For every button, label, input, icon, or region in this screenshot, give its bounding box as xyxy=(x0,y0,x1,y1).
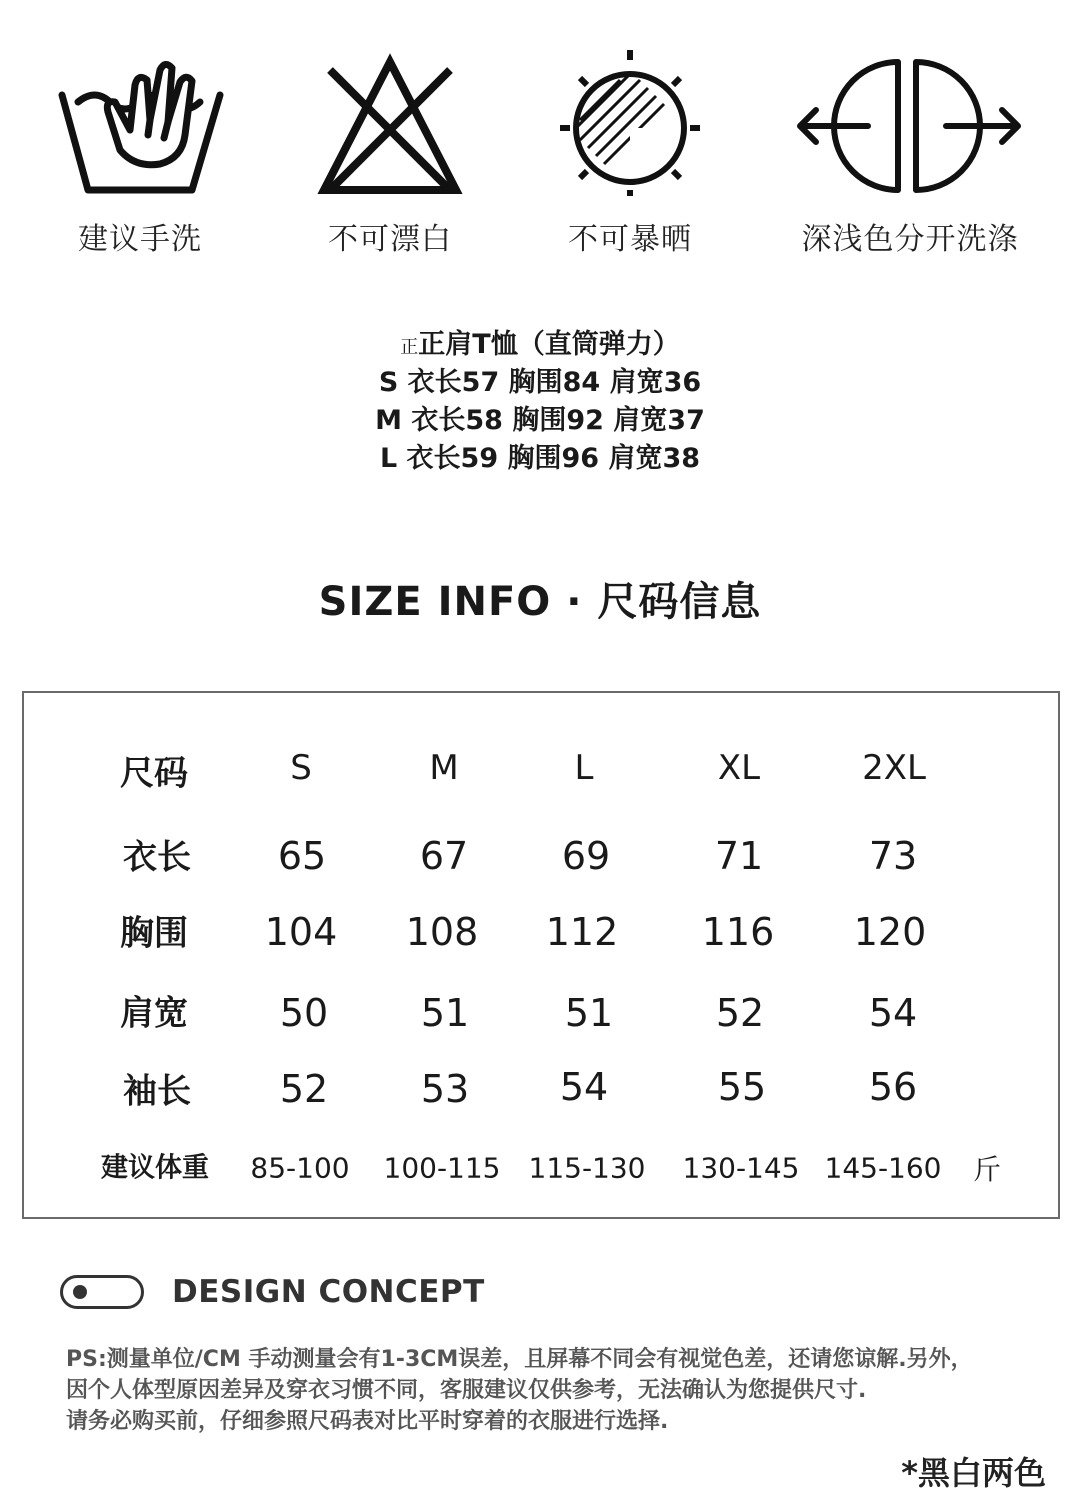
size-heading: SIZE INFO · 尺码信息 xyxy=(318,579,762,625)
table-row-label: 衣长 xyxy=(123,837,191,878)
toggle-switch xyxy=(60,1275,144,1309)
spec-title-prefix: 正 xyxy=(400,337,419,358)
care-item-no-bleach xyxy=(310,40,470,258)
table-cell: 108 xyxy=(405,910,479,954)
table-cell: 65 xyxy=(277,834,327,878)
table-cell: 116 xyxy=(701,910,775,954)
table-header-size: M xyxy=(429,748,459,788)
table-cell: 50 xyxy=(279,991,329,1035)
table-header-label: 尺码 xyxy=(120,753,188,794)
table-row-label: 胸围 xyxy=(120,913,188,954)
table-cell: 56 xyxy=(868,1065,918,1109)
care-label: 不可暴晒 xyxy=(568,222,692,257)
no-sun-icon xyxy=(550,40,710,200)
table-cell: 69 xyxy=(561,834,611,878)
toggle-knob xyxy=(73,1285,87,1299)
spec-line-m: M 衣长58 胸围92 肩宽37 xyxy=(375,405,705,436)
care-instructions xyxy=(0,40,1080,280)
care-label: 深浅色分开洗涤 xyxy=(801,222,1019,257)
table-row-label: 袖长 xyxy=(123,1071,191,1112)
care-item-hand-wash xyxy=(50,40,230,258)
care-item-separate-colors xyxy=(790,40,1030,258)
table-cell: 52 xyxy=(279,1067,329,1111)
weight-label: 建议体重 xyxy=(101,1152,209,1184)
table-cell: 53 xyxy=(420,1067,470,1111)
weight-cell: 85-100 xyxy=(250,1151,350,1185)
spec-line-l: L 衣长59 胸围96 肩宽38 xyxy=(379,443,701,474)
size-table xyxy=(22,691,1060,1219)
hand-wash-icon xyxy=(50,40,230,200)
weight-cell: 115-130 xyxy=(528,1151,646,1185)
table-header-size: S xyxy=(290,748,312,788)
table-cell: 54 xyxy=(559,1065,609,1109)
table-cell: 104 xyxy=(264,910,338,954)
weight-unit: 斤 xyxy=(972,1153,1002,1186)
care-label: 建议手洗 xyxy=(78,222,202,257)
table-row-label: 肩宽 xyxy=(120,993,188,1034)
table-cell: 52 xyxy=(715,991,765,1035)
table-cell: 73 xyxy=(868,834,918,878)
table-cell: 71 xyxy=(714,834,764,878)
colors-note: *黑白两色 xyxy=(901,1454,1046,1492)
table-cell: 120 xyxy=(853,910,927,954)
table-cell: 51 xyxy=(420,991,470,1035)
no-bleach-icon xyxy=(310,40,470,200)
spec-title-text: 正肩T恤（直筒弹力） xyxy=(418,329,680,360)
table-header-size: L xyxy=(574,748,594,788)
table-cell: 54 xyxy=(868,991,918,1035)
table-cell: 55 xyxy=(717,1065,767,1109)
note-line: 请务必购买前，仔细参照尺码表对比平时穿着的衣服进行选择. xyxy=(66,1409,669,1434)
weight-cell: 100-115 xyxy=(383,1151,501,1185)
care-label: 不可漂白 xyxy=(328,222,452,257)
table-header-size: 2XL xyxy=(862,748,926,788)
separate-colors-icon xyxy=(790,40,1030,200)
note-line: 因个人体型原因差异及穿衣习惯不同，客服建议仅供参考，无法确认为您提供尺寸. xyxy=(66,1378,867,1403)
care-item-no-sun xyxy=(550,40,710,258)
weight-cell: 130-145 xyxy=(682,1151,800,1185)
table-cell: 112 xyxy=(545,910,619,954)
table-cell: 51 xyxy=(564,991,614,1035)
table-cell: 67 xyxy=(419,834,469,878)
note-line: PS:测量单位/CM 手动测量会有1-3CM误差，且屏幕不同会有视觉色差，还请您谅解.另外， xyxy=(66,1347,973,1372)
spec-line-s: S 衣长57 胸围84 肩宽36 xyxy=(378,367,702,398)
weight-cell: 145-160 xyxy=(824,1151,942,1185)
spec-title xyxy=(0,322,1080,361)
design-concept-title: DESIGN CONCEPT xyxy=(172,1274,485,1310)
table-header-size: XL xyxy=(717,748,761,788)
